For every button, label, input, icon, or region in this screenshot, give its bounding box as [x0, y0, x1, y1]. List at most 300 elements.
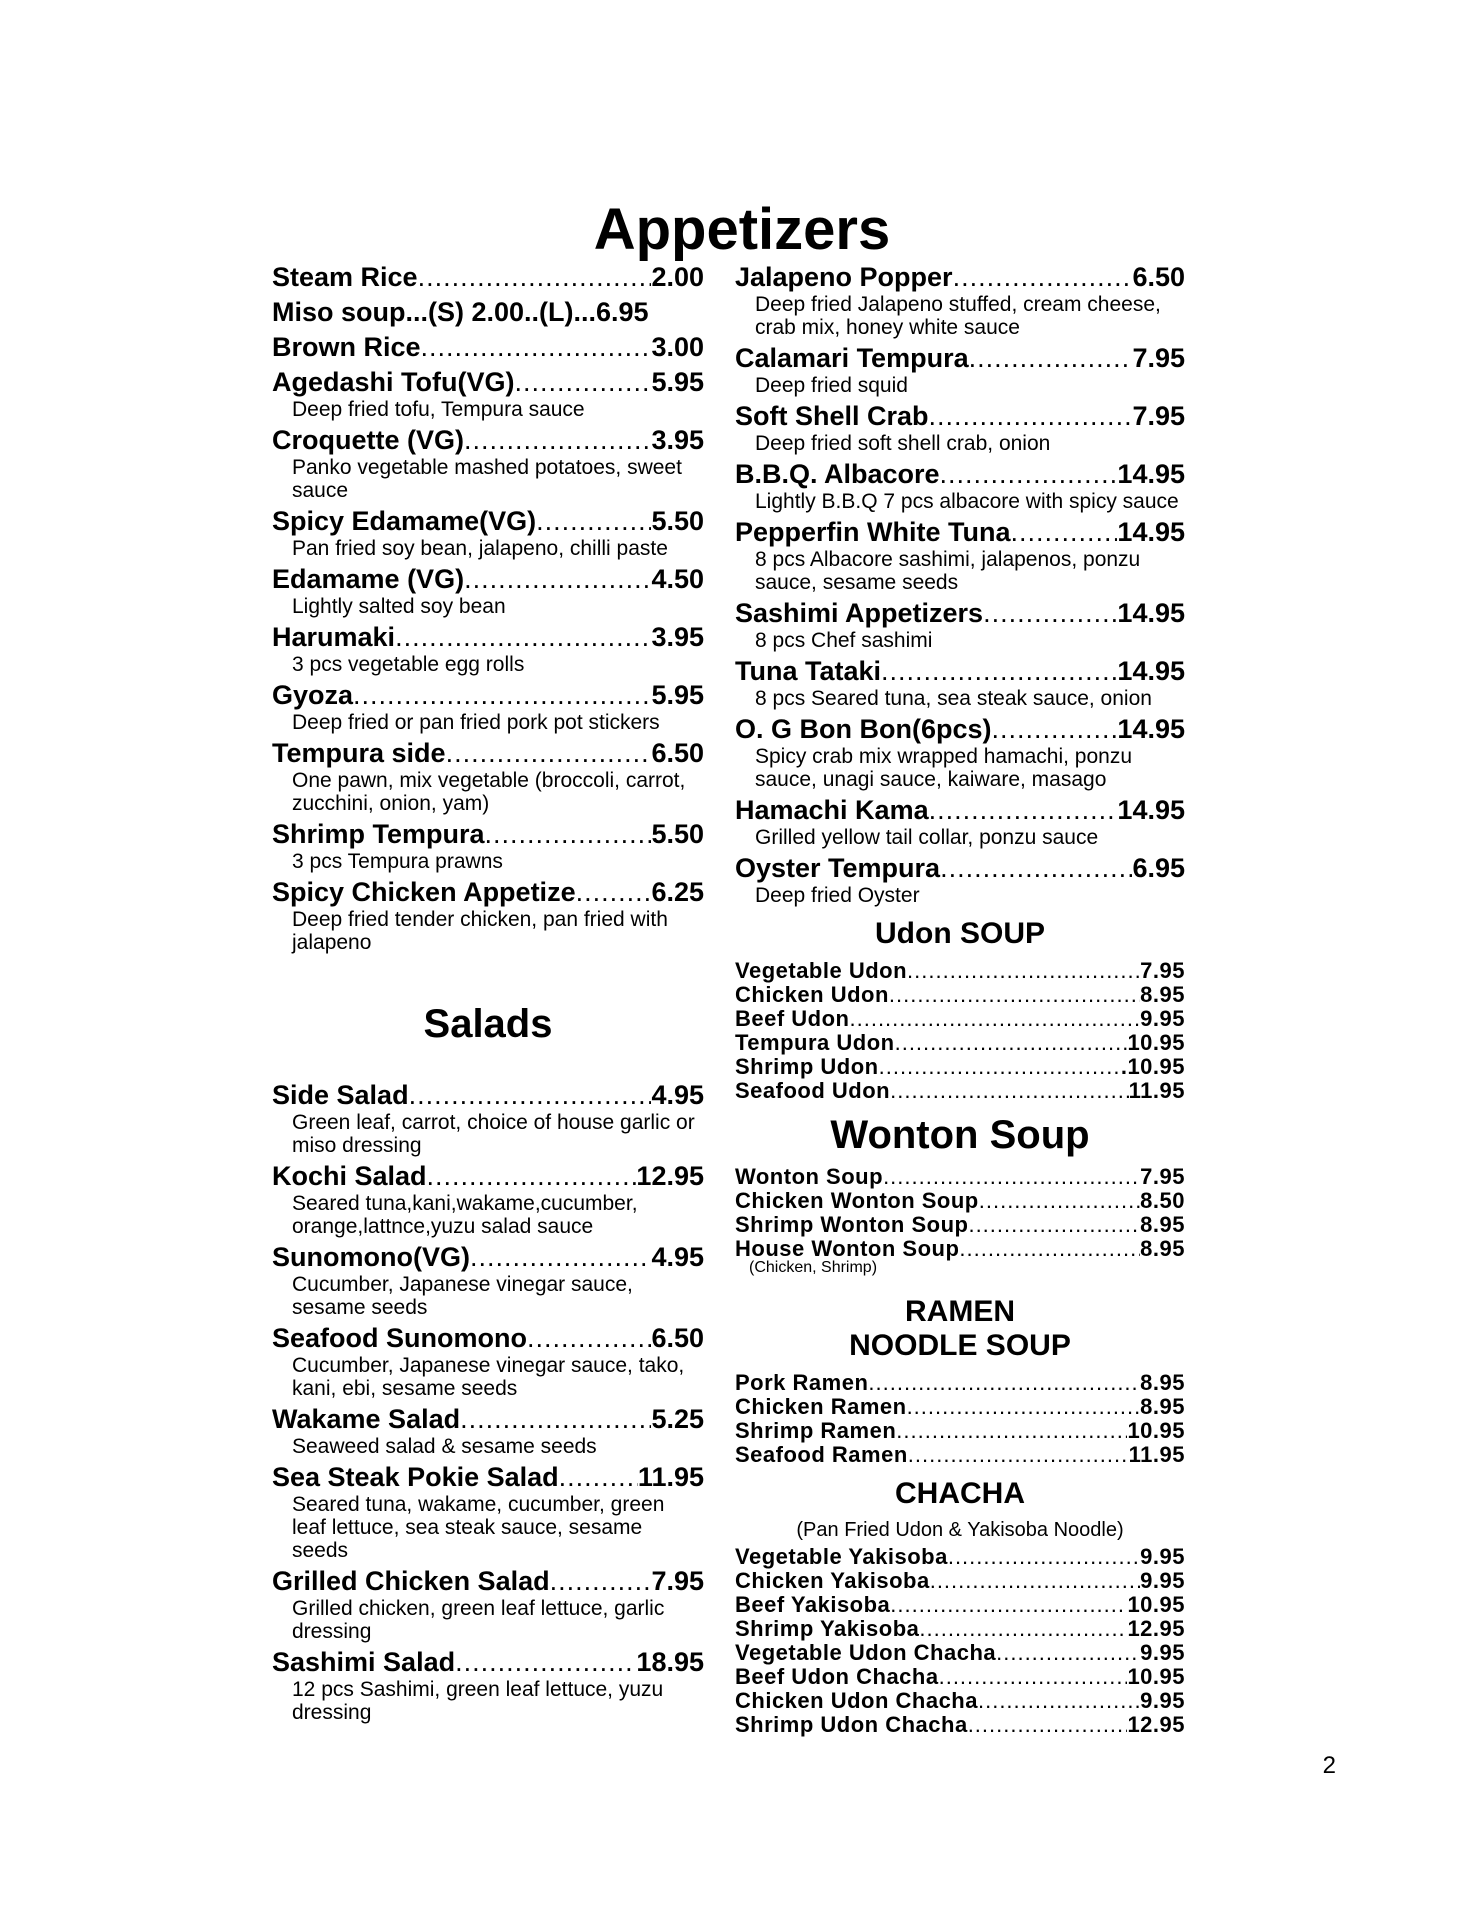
menu-item-price: 7.95: [1132, 343, 1185, 373]
menu-item-price: 14.95: [1117, 656, 1185, 686]
menu-item-description: Seaweed salad & sesame seeds: [292, 1435, 597, 1458]
menu-item-name: Kochi Salad: [272, 1161, 427, 1191]
dot-leader: [983, 598, 1117, 629]
menu-item-price: 10.95: [1127, 1664, 1185, 1689]
menu-item-name: Seafood Udon: [735, 1078, 891, 1103]
menu-item: [735, 1395, 1185, 1419]
menu-item-line: [735, 1713, 1185, 1737]
menu-item: [735, 983, 1185, 1007]
menu-item-name: B.B.Q. Albacore: [735, 459, 940, 489]
menu-item-line: [272, 367, 704, 398]
menu-item-name: Seafood Ramen: [735, 1442, 908, 1467]
menu-item-price: 14.95: [1117, 714, 1185, 744]
menu-item-price: 7.95: [651, 1566, 704, 1596]
menu-item-price: 9.95: [1140, 1544, 1185, 1569]
menu-item: [735, 262, 1185, 339]
menu-item-name: Tempura side: [272, 738, 446, 768]
menu-item-price: 6.50: [1132, 262, 1185, 292]
menu-item-line: [735, 1419, 1185, 1443]
dot-leader: [536, 506, 651, 537]
ramen-list: [735, 1371, 1185, 1467]
menu-item-name: Brown Rice: [272, 332, 421, 362]
ramen-heading-line2: NOODLE SOUP: [849, 1329, 1071, 1362]
left-column: [272, 262, 704, 1728]
menu-item-line: [735, 714, 1185, 745]
dot-leader: [427, 1161, 637, 1192]
menu-item-description: Pan fried soy bean, jalapeno, chilli paste: [292, 537, 668, 560]
dot-leader: [881, 656, 1117, 687]
menu-item: [735, 1007, 1185, 1031]
menu-item-line: [735, 598, 1185, 629]
menu-item-line: [735, 1689, 1185, 1713]
dot-leader: [455, 1647, 636, 1678]
menu-item-name: Shrimp Ramen: [735, 1418, 897, 1443]
menu-item: [735, 853, 1185, 907]
menu-item: [272, 332, 704, 363]
menu-item-line: [272, 1404, 704, 1435]
dot-leader: [409, 1080, 652, 1111]
dot-leader: [978, 1689, 1140, 1713]
dot-leader: [907, 959, 1140, 983]
menu-item-price: 8.95: [1140, 1212, 1185, 1237]
dot-leader: [889, 983, 1140, 1007]
menu-item-line: [272, 1242, 704, 1273]
dot-leader: [527, 1323, 651, 1354]
menu-item-price: 11.95: [637, 1462, 704, 1492]
menu-item: [735, 1689, 1185, 1713]
menu-item-description: Deep fried Jalapeno stuffed, cream cheese, crab mix, honey white sauce: [755, 293, 1161, 339]
menu-item-price: 7.95: [1140, 1164, 1185, 1189]
menu-item: [272, 819, 704, 873]
menu-item-name: Shrimp Udon: [735, 1054, 879, 1079]
dot-leader: [968, 1713, 1128, 1737]
menu-item-description: Cucumber, Japanese vinegar sauce, tako, kani, ebi, sesame seeds: [292, 1354, 685, 1400]
menu-item-name: Shrimp Yakisoba: [735, 1616, 920, 1641]
dot-leader: [576, 877, 652, 908]
menu-item-line: [735, 1443, 1185, 1467]
ramen-heading-line1: RAMEN: [905, 1295, 1015, 1328]
dot-leader: [421, 332, 652, 363]
menu-item-name: Steam Rice: [272, 262, 418, 292]
chacha-list: [735, 1545, 1185, 1737]
menu-item-name: Gyoza: [272, 680, 354, 710]
menu-item-name: Beef Yakisoba: [735, 1592, 891, 1617]
menu-item-price: 12.95: [1127, 1712, 1185, 1737]
dot-leader: [485, 819, 652, 850]
menu-item-name: Croquette (VG): [272, 425, 464, 455]
menu-item: [735, 1641, 1185, 1665]
menu-item-name: Sashimi Salad: [272, 1647, 456, 1677]
menu-item: [735, 1237, 1185, 1261]
dot-leader: [890, 1079, 1129, 1103]
dot-leader: [868, 1371, 1140, 1395]
menu-item-line: [272, 1462, 704, 1493]
menu-item-name: Miso soup...(S) 2.00..(L)...6.95: [272, 297, 649, 327]
menu-item: [735, 517, 1185, 594]
menu-item-description: 3 pcs vegetable egg rolls: [292, 653, 525, 676]
menu-item-line: [735, 1641, 1185, 1665]
menu-item-price: 6.50: [651, 1323, 704, 1353]
dot-leader: [929, 401, 1133, 432]
right-column: [735, 262, 1185, 1737]
menu-item-line: [735, 401, 1185, 432]
menu-item-name: Shrimp Udon Chacha: [735, 1712, 968, 1737]
dot-leader: [929, 795, 1118, 826]
dot-leader: [883, 1165, 1140, 1189]
menu-item: [272, 425, 704, 502]
menu-item-price: 3.00: [651, 332, 704, 362]
menu-item: [735, 343, 1185, 397]
menu-item-price: 7.95: [1132, 401, 1185, 431]
menu-item-name: Shrimp Wonton Soup: [735, 1212, 969, 1237]
menu-item-price: 3.95: [651, 622, 704, 652]
menu-item-name: Seafood Sunomono: [272, 1323, 527, 1353]
menu-item: [735, 1593, 1185, 1617]
dot-leader: [559, 1462, 638, 1493]
menu-item: [272, 564, 704, 618]
menu-item-line: [272, 1080, 704, 1111]
menu-item-name: Tuna Tataki: [735, 656, 882, 686]
menu-item-line: [735, 853, 1185, 884]
menu-item-line: [735, 1055, 1185, 1079]
menu-item-line: [735, 1545, 1185, 1569]
menu-item: [735, 1419, 1185, 1443]
menu-item-description: 3 pcs Tempura prawns: [292, 850, 503, 873]
menu-item-price: 3.95: [651, 425, 704, 455]
dot-leader: [895, 1031, 1128, 1055]
menu-item-price: 14.95: [1117, 517, 1185, 547]
chacha-heading: CHACHA: [895, 1477, 1025, 1510]
menu-item-price: 8.50: [1140, 1188, 1185, 1213]
menu-item-price: 10.95: [1127, 1030, 1185, 1055]
menu-item-price: 4.95: [651, 1242, 704, 1272]
dot-leader: [515, 367, 652, 398]
menu-item: [735, 1371, 1185, 1395]
menu-item-line: [272, 877, 704, 908]
menu-item: [272, 738, 704, 815]
dot-leader: [907, 1395, 1141, 1419]
menu-item-price: 18.95: [636, 1647, 704, 1677]
menu-item-price: 4.95: [651, 1080, 704, 1110]
menu-item-name: Vegetable Udon Chacha: [735, 1640, 997, 1665]
menu-item: [272, 1404, 704, 1458]
menu-item: [735, 1031, 1185, 1055]
chacha-subtitle: (Pan Fried Udon & Yakisoba Noodle): [796, 1519, 1124, 1541]
udon-list: [735, 959, 1185, 1103]
menu-item-name: House Wonton Soup: [735, 1236, 960, 1261]
menu-item-price: 11.95: [1128, 1442, 1185, 1467]
menu-item: [735, 1713, 1185, 1737]
menu-item-name: Wakame Salad: [272, 1404, 461, 1434]
menu-item-price: 5.50: [651, 819, 704, 849]
menu-item: [735, 598, 1185, 652]
menu-item-line: [272, 262, 704, 293]
menu-item: [272, 1462, 704, 1562]
dot-leader: [395, 622, 651, 653]
menu-item-description: One pawn, mix vegetable (broccoli, carrot, zucchini, onion, yam): [292, 769, 686, 815]
menu-item-price: 10.95: [1127, 1418, 1185, 1443]
menu-item-description: Panko vegetable mashed potatoes, sweet sauce: [292, 456, 682, 502]
dot-leader: [996, 1641, 1140, 1665]
wonton-note: (Chicken, Shrimp): [749, 1259, 878, 1276]
menu-item-line: [735, 1593, 1185, 1617]
dot-leader: [940, 853, 1132, 884]
menu-item-line: [735, 1213, 1185, 1237]
menu-item: [735, 1665, 1185, 1689]
wonton-list: [735, 1165, 1185, 1261]
menu-item-name: Pork Ramen: [735, 1370, 869, 1395]
menu-item-line: [272, 680, 704, 711]
menu-item: [272, 297, 704, 328]
menu-item-price: 8.95: [1140, 1236, 1185, 1261]
menu-item-description: Deep fried tender chicken, pan fried with jalapeno: [292, 908, 668, 954]
menu-item-name: Spicy Edamame(VG): [272, 506, 537, 536]
menu-item: [272, 367, 704, 421]
menu-item-name: Beef Udon Chacha: [735, 1664, 939, 1689]
menu-item-line: [272, 738, 704, 769]
menu-item: [735, 795, 1185, 849]
menu-item-price: 8.95: [1140, 1394, 1185, 1419]
menu-item: [735, 1079, 1185, 1103]
dot-leader: [908, 1443, 1129, 1467]
menu-item-description: 8 pcs Seared tuna, sea steak sauce, onion: [755, 687, 1152, 710]
menu-item-line: [735, 1617, 1185, 1641]
dot-leader: [940, 459, 1118, 490]
menu-item-name: Edamame (VG): [272, 564, 465, 594]
menu-item-description: Seared tuna,kani,wakame,cucumber, orange,lattnce,yuzu salad sauce: [292, 1192, 638, 1238]
menu-item-name: Agedashi Tofu(VG): [272, 367, 515, 397]
menu-item-price: 9.95: [1140, 1568, 1185, 1593]
salads-list: [272, 1080, 704, 1724]
menu-item-line: [272, 297, 704, 328]
dot-leader: [353, 680, 651, 711]
menu-item-line: [272, 564, 704, 595]
menu-item-line: [735, 983, 1185, 1007]
menu-item-price: 4.50: [651, 564, 704, 594]
dot-leader: [470, 1242, 651, 1273]
dot-leader: [919, 1617, 1127, 1641]
menu-item-description: Grilled chicken, green leaf lettuce, garlic dressing: [292, 1597, 665, 1643]
menu-item-name: Calamari Tempura: [735, 343, 969, 373]
salads-heading: Salads: [423, 1002, 553, 1046]
menu-item-description: Lightly salted soy bean: [292, 595, 506, 618]
menu-item-price: 6.95: [1132, 853, 1185, 883]
menu-item-name: Tempura Udon: [735, 1030, 895, 1055]
menu-item: [272, 877, 704, 954]
menu-item-price: 5.95: [651, 680, 704, 710]
dot-leader: [939, 1665, 1128, 1689]
menu-item-line: [735, 1395, 1185, 1419]
menu-item-price: 10.95: [1127, 1592, 1185, 1617]
menu-item-line: [735, 262, 1185, 293]
menu-item-line: [735, 959, 1185, 983]
menu-item-line: [735, 1079, 1185, 1103]
menu-item-name: Wonton Soup: [735, 1164, 884, 1189]
dot-leader: [464, 564, 651, 595]
menu-item-name: Vegetable Udon: [735, 958, 908, 983]
menu-item-description: Green leaf, carrot, choice of house garlic or miso dressing: [292, 1111, 695, 1157]
menu-item: [735, 459, 1185, 513]
menu-item-name: Chicken Yakisoba: [735, 1568, 930, 1593]
menu-item-name: Sunomono(VG): [272, 1242, 470, 1272]
menu-item-price: 14.95: [1117, 598, 1185, 628]
menu-item-name: Vegetable Yakisoba: [735, 1544, 948, 1569]
menu-item: [272, 1161, 704, 1238]
menu-item-name: Shrimp Tempura: [272, 819, 485, 849]
menu-item-name: Chicken Udon: [735, 982, 889, 1007]
menu-item-name: Sea Steak Pokie Salad: [272, 1462, 559, 1492]
menu-item: [735, 1055, 1185, 1079]
menu-item-line: [735, 517, 1185, 548]
menu-item-description: Cucumber, Japanese vinegar sauce, sesame seeds: [292, 1273, 633, 1319]
menu-item-name: Side Salad: [272, 1080, 409, 1110]
menu-item-line: [735, 1371, 1185, 1395]
menu-item-line: [272, 506, 704, 537]
dot-leader: [879, 1055, 1121, 1079]
menu-item-line: [272, 1566, 704, 1597]
menu-item: [272, 1080, 704, 1157]
menu-item: [272, 262, 704, 293]
menu-item-price: 8.95: [1140, 982, 1185, 1007]
dot-leader: [930, 1569, 1140, 1593]
menu-item-name: Chicken Wonton Soup: [735, 1188, 979, 1213]
dot-leader: [969, 343, 1133, 374]
menu-item-line: [272, 332, 704, 363]
menu-item-line: [272, 819, 704, 850]
page-number: 2: [1322, 1752, 1336, 1779]
menu-item-name: Jalapeno Popper: [735, 262, 953, 292]
menu-item-name: Soft Shell Crab: [735, 401, 929, 431]
dot-leader: [979, 1189, 1140, 1213]
menu-item-price: .10.95: [1120, 1054, 1185, 1079]
menu-item: [735, 1443, 1185, 1467]
menu-item-line: [735, 1007, 1185, 1031]
dot-leader: [890, 1593, 1127, 1617]
page-title: Appetizers: [593, 197, 891, 262]
menu-item: [272, 1323, 704, 1400]
menu-item-name: Chicken Ramen: [735, 1394, 907, 1419]
dot-leader: [460, 1404, 651, 1435]
menu-item-price: 5.50: [651, 506, 704, 536]
menu-item: [272, 1566, 704, 1643]
menu-item-price: 6.25: [651, 877, 704, 907]
menu-item-name: Oyster Tempura: [735, 853, 941, 883]
menu-item: [735, 656, 1185, 710]
menu-item-line: [735, 343, 1185, 374]
dot-leader: [896, 1419, 1127, 1443]
menu-item-name: Pepperfin White Tuna: [735, 517, 1011, 547]
menu-item: [272, 622, 704, 676]
menu-item-price: 2.00: [651, 262, 704, 292]
menu-item-line: [735, 795, 1185, 826]
menu-item: [735, 1545, 1185, 1569]
menu-item-line: [272, 1161, 704, 1192]
dot-leader: [953, 262, 1133, 293]
menu-item-line: [272, 1323, 704, 1354]
dot-leader: [948, 1545, 1140, 1569]
menu-item-line: [735, 1237, 1185, 1261]
menu-item-price: 11.95: [1128, 1078, 1185, 1103]
menu-item-price: 6.50: [651, 738, 704, 768]
dot-leader: [418, 262, 652, 293]
menu-item-price: 14.95: [1117, 459, 1185, 489]
menu-item-name: Beef Udon: [735, 1006, 850, 1031]
menu-item-price: 9.95: [1140, 1640, 1185, 1665]
menu-item-price: 14.95: [1117, 795, 1185, 825]
menu-item: [735, 1569, 1185, 1593]
menu-item-line: [735, 656, 1185, 687]
dot-leader: [850, 1007, 1141, 1031]
menu-item-price: 5.25: [651, 1404, 704, 1434]
dot-leader: [446, 738, 652, 769]
menu-item-line: [735, 459, 1185, 490]
menu-item: [272, 506, 704, 560]
menu-item: [272, 1242, 704, 1319]
menu-item: [272, 1647, 704, 1724]
menu-item-name: Grilled Chicken Salad: [272, 1566, 550, 1596]
menu-item-description: Deep fried tofu, Tempura sauce: [292, 398, 585, 421]
menu-item-description: Seared tuna, wakame, cucumber, green leaf lettuce, sea steak sauce, sesame seeds: [292, 1493, 665, 1562]
dot-leader: [959, 1237, 1140, 1261]
menu-item-price: 12.95: [636, 1161, 704, 1191]
menu-item-description: Deep fried squid: [755, 374, 908, 397]
menu-item-description: Spicy crab mix wrapped hamachi, ponzu sauce, unagi sauce, kaiware, masago: [755, 745, 1133, 791]
menu-item-name: Chicken Udon Chacha: [735, 1688, 978, 1713]
menu-item-description: Grilled yellow tail collar, ponzu sauce: [755, 826, 1099, 849]
menu-item-line: [735, 1189, 1185, 1213]
menu-item-price: 9.95: [1140, 1688, 1185, 1713]
udon-heading: Udon SOUP: [875, 917, 1045, 950]
menu-item-name: O. G Bon Bon(6pcs): [735, 714, 992, 744]
menu-item-line: [735, 1665, 1185, 1689]
menu-item-name: Sashimi Appetizers: [735, 598, 984, 628]
wonton-heading: Wonton Soup: [830, 1113, 1090, 1157]
menu-item-line: [735, 1569, 1185, 1593]
dot-leader: [1011, 517, 1118, 548]
menu-item: [735, 1165, 1185, 1189]
menu-item-name: Harumaki: [272, 622, 396, 652]
menu-item: [735, 1213, 1185, 1237]
dot-leader: [968, 1213, 1140, 1237]
menu-item-line: [272, 425, 704, 456]
menu-item-price: 5.95: [651, 367, 704, 397]
menu-item-price: 8.95: [1140, 1370, 1185, 1395]
menu-item-description: Lightly B.B.Q 7 pcs albacore with spicy sauce: [755, 490, 1179, 513]
menu-item: [735, 401, 1185, 455]
menu-item: [735, 1617, 1185, 1641]
menu-item-line: [735, 1031, 1185, 1055]
menu-item-description: 8 pcs Albacore sashimi, jalapenos, ponzu sauce, sesame seeds: [755, 548, 1141, 594]
menu-item-line: [272, 622, 704, 653]
menu-item-price: 7.95: [1140, 958, 1185, 983]
menu-item-description: Deep fried or pan fried pork pot stickers: [292, 711, 660, 734]
menu-item-name: Hamachi Kama: [735, 795, 929, 825]
menu-item-price: 12.95: [1127, 1616, 1185, 1641]
menu-item: [735, 714, 1185, 791]
menu-item-description: Deep fried soft shell crab, onion: [755, 432, 1051, 455]
menu-item-name: Spicy Chicken Appetize: [272, 877, 576, 907]
appetizers-list-right: [735, 262, 1185, 907]
dot-leader: [992, 714, 1118, 745]
menu-item: [272, 680, 704, 734]
menu-item-description: 8 pcs Chef sashimi: [755, 629, 933, 652]
menu-item: [735, 959, 1185, 983]
menu-item-price: 9.95: [1140, 1006, 1185, 1031]
menu-item-description: Deep fried Oyster: [755, 884, 920, 907]
appetizers-list-left: [272, 262, 704, 954]
dot-leader: [550, 1566, 652, 1597]
menu-item-line: [735, 1165, 1185, 1189]
